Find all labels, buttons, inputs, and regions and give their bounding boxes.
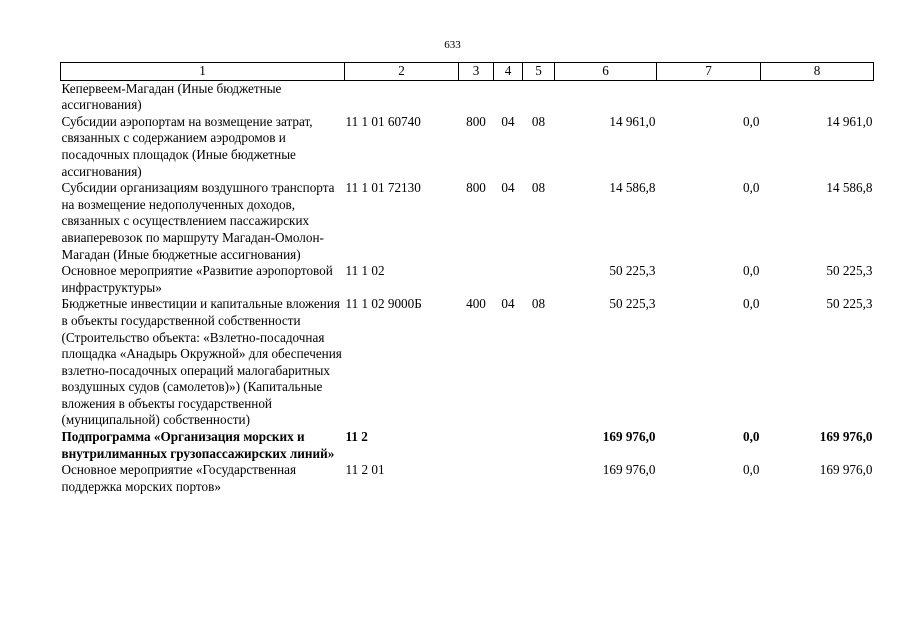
row-vr: [459, 462, 494, 495]
row-rz: 04: [501, 113, 515, 129]
row-rz: 04: [501, 296, 515, 312]
row-name: Бюджетные инвестиции и капитальные вложения в объекты государственной собственности (Строительство объекта: «Взлетно-посадочная площадка «Анадырь Окружной» для обеспечения взлетно-посадочных операций малогабаритных воздушных судов (самолетов)») (Капитальные вложения в объекты государственной (муниципальной) собственности): [61, 296, 342, 428]
row-vr: 800: [466, 113, 486, 129]
table-row: [61, 180, 874, 263]
row-pr: 08: [531, 296, 546, 312]
row-pr: [523, 263, 555, 296]
header-col-2: 2: [345, 63, 459, 81]
row-col8: 50 225,3: [826, 296, 873, 312]
budget-table: [60, 62, 874, 495]
row-rz: [494, 462, 523, 495]
row-rz: [494, 80, 523, 114]
row-col6: [555, 80, 657, 114]
row-pr: 08: [531, 113, 546, 129]
row-name: Основное мероприятие «Развитие аэропортовой инфраструктуры»: [61, 263, 333, 295]
row-col7: 0,0: [743, 429, 760, 445]
row-name: Подпрограмма «Организация морских и внутрилиманных грузопассажирских линий»: [61, 429, 335, 461]
row-col7: 0,0: [743, 113, 760, 129]
row-pr: [523, 429, 555, 462]
header-col-6: 6: [555, 63, 657, 81]
header-col-1: 1: [61, 63, 345, 81]
row-code: [345, 80, 459, 114]
subprogram-row: [61, 429, 874, 462]
row-name: Основное мероприятие «Государственная поддержка морских портов»: [61, 462, 297, 494]
row-col7: 0,0: [743, 296, 760, 312]
row-col8: 169 976,0: [819, 462, 873, 478]
row-code: 11 1 01 72130: [345, 180, 421, 196]
row-code: 11 2: [345, 429, 368, 445]
row-pr: 08: [531, 180, 546, 196]
table-row: [61, 114, 874, 180]
row-code: 11 1 01 60740: [345, 113, 421, 129]
row-vr: [459, 429, 494, 462]
row-col8: 50 225,3: [826, 263, 873, 279]
row-pr: [523, 462, 555, 495]
row-code: 11 2 01: [345, 462, 385, 478]
table-row: [61, 296, 874, 429]
row-col8: [761, 80, 874, 114]
row-vr: [459, 263, 494, 296]
row-col6: 169 976,0: [602, 462, 656, 478]
header-col-5: 5: [523, 63, 555, 81]
table-row: [61, 80, 874, 114]
row-col8: 14 961,0: [826, 113, 873, 129]
row-col7: 0,0: [743, 263, 760, 279]
row-col7: [657, 80, 761, 114]
row-name: Субсидии организациям воздушного транспорта на возмещение недополученных доходов, связанных с осуществлением пассажирских авиаперевозок по маршруту Магадан-Омолон-Магадан (Иные бюджетные ассигнования): [61, 180, 335, 262]
row-rz: 04: [501, 180, 515, 196]
row-rz: [494, 429, 523, 462]
header-col-3: 3: [459, 63, 494, 81]
row-col6: 14 961,0: [609, 113, 656, 129]
row-vr: 800: [466, 180, 486, 196]
row-name: Субсидии аэропортам на возмещение затрат, связанных с содержанием аэродромов и посадочных площадок (Иные бюджетные ассигнования): [61, 113, 313, 179]
row-col6: 169 976,0: [602, 429, 656, 445]
row-col6: 50 225,3: [609, 296, 656, 312]
row-vr: [459, 80, 494, 114]
row-name: Кепервеем-Магадан (Иные бюджетные ассигнования): [61, 80, 282, 113]
header-col-4: 4: [494, 63, 523, 81]
header-col-7: 7: [657, 63, 761, 81]
row-col7: 0,0: [743, 180, 760, 196]
row-pr: [523, 80, 555, 114]
table-row: [61, 462, 874, 495]
row-col6: 14 586,8: [609, 180, 656, 196]
header-row: [61, 63, 874, 81]
row-col6: 50 225,3: [609, 263, 656, 279]
row-col8: 14 586,8: [826, 180, 873, 196]
row-col7: 0,0: [743, 462, 760, 478]
header-col-8: 8: [761, 63, 874, 81]
row-rz: [494, 263, 523, 296]
row-col8: 169 976,0: [819, 429, 873, 445]
table-row: [61, 263, 874, 296]
row-vr: 400: [466, 296, 486, 312]
page-number: 633: [444, 39, 461, 51]
row-code: 11 1 02 9000Б: [345, 296, 422, 312]
row-code: 11 1 02: [345, 263, 385, 279]
